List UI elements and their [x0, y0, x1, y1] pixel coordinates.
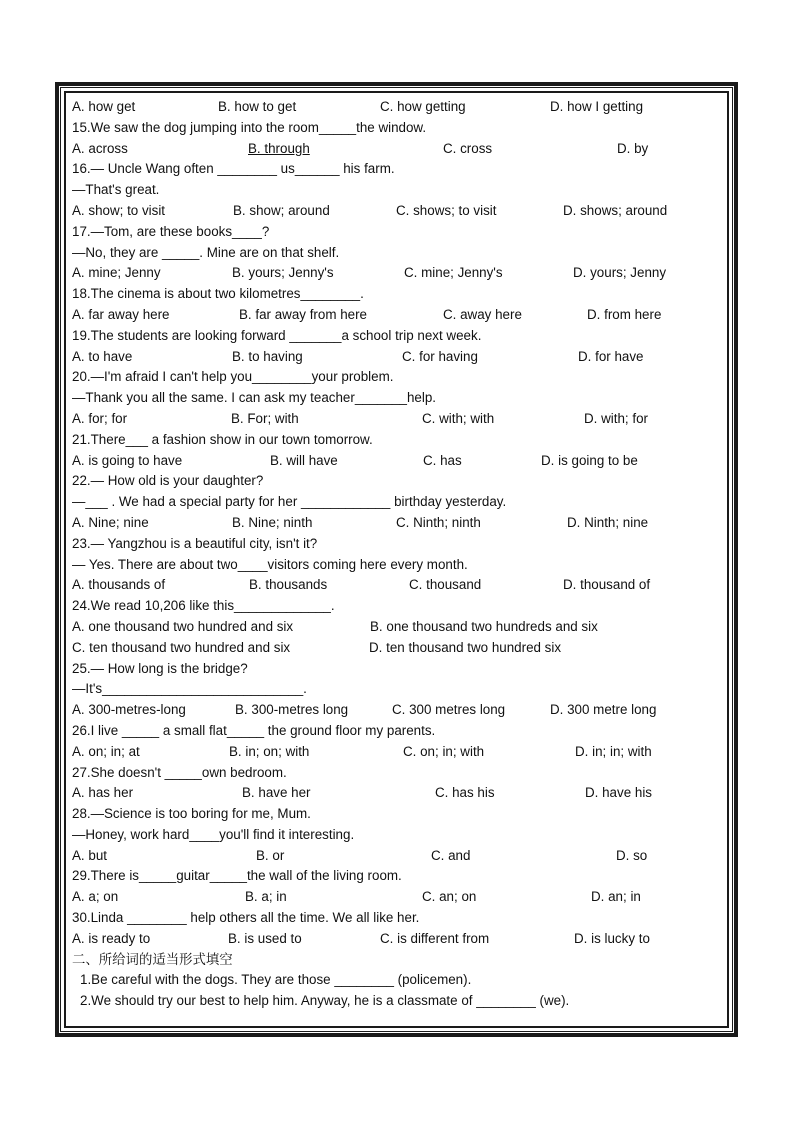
answer-options-row [72, 451, 684, 472]
question-text: 28.—Science is too boring for me, Mum. [72, 806, 311, 822]
answer-options-row [72, 513, 684, 534]
answer-option[interactable]: B. yours; Jenny's [232, 265, 334, 281]
question-text: 29.There is_____guitar_____the wall of the living room. [72, 868, 402, 884]
answer-option[interactable]: B. to having [232, 348, 303, 364]
answer-options-row [72, 638, 684, 659]
answer-option[interactable]: C. mine; Jenny's [404, 265, 503, 281]
answer-option[interactable]: D. with; for [584, 410, 648, 426]
answer-options-row [72, 700, 684, 721]
answer-option[interactable]: D. have his [585, 785, 652, 801]
answer-option[interactable]: D. is going to be [541, 452, 638, 468]
answer-option[interactable]: C. on; in; with [403, 743, 485, 759]
answer-option[interactable]: C. is different from [380, 930, 490, 946]
answer-option[interactable]: A. on; in; at [72, 743, 140, 759]
answer-option[interactable]: D. by [617, 140, 649, 156]
answer-option[interactable]: C. thousand [409, 577, 482, 593]
answer-option[interactable]: C. shows; to visit [396, 202, 497, 218]
answer-option[interactable]: B. through [248, 140, 310, 156]
answer-option[interactable]: C. 300 metres long [392, 702, 506, 718]
answer-option[interactable]: B. show; around [233, 202, 330, 218]
answer-option[interactable]: A. how get [72, 99, 136, 114]
answer-option[interactable]: A. 300-metres-long [72, 702, 186, 718]
question-text: —That's great. [72, 182, 160, 198]
answer-option[interactable]: A. mine; Jenny [72, 265, 161, 281]
answer-options-row [72, 263, 684, 284]
answer-option[interactable]: A. across [72, 140, 128, 156]
question-text: 22.— How old is your daughter? [72, 473, 264, 489]
answer-options-row [72, 887, 684, 908]
answer-option[interactable]: B. will have [270, 452, 338, 468]
answer-option[interactable]: D. yours; Jenny [573, 265, 667, 281]
question-text: 20.—I'm afraid I can't help you________your problem. [72, 369, 394, 385]
question-text: 17.—Tom, are these books____? [72, 223, 270, 239]
answer-option[interactable]: A. but [72, 847, 107, 863]
answer-option[interactable]: C. for having [402, 348, 478, 364]
answer-option[interactable]: C. cross [443, 140, 493, 156]
answer-option[interactable]: A. is going to have [72, 452, 183, 468]
answer-option[interactable]: A. has her [72, 785, 134, 801]
question-text: —It's___________________________. [72, 681, 307, 697]
answer-option[interactable]: B. For; with [231, 410, 299, 426]
question-text: 19.The students are looking forward _______a school trip next week. [72, 327, 482, 343]
answer-option[interactable]: D. in; in; with [575, 743, 652, 759]
answer-option[interactable]: B. a; in [245, 889, 287, 905]
answer-option[interactable]: B. far away from here [239, 306, 368, 322]
answer-options-row [72, 201, 684, 222]
answer-option[interactable]: B. is used to [228, 930, 302, 946]
answer-option[interactable]: D. Ninth; nine [567, 514, 649, 530]
question-text: —No, they are _____. Mine are on that shelf. [72, 244, 340, 260]
answer-options-row [72, 575, 684, 596]
answer-option[interactable]: A. far away here [72, 306, 170, 322]
answer-option[interactable]: A. thousands of [72, 577, 166, 593]
question-text: 21.There___ a fashion show in our town tomorrow. [72, 431, 373, 447]
answer-options-row [72, 347, 684, 368]
answer-option[interactable]: C. Ninth; ninth [396, 514, 481, 530]
answer-option[interactable]: C. an; on [422, 889, 477, 905]
answer-option[interactable]: D. ten thousand two hundred six [369, 639, 562, 655]
answer-option[interactable]: A. for; for [72, 410, 128, 426]
answer-option[interactable]: D. an; in [591, 889, 641, 905]
answer-options-row [72, 409, 684, 430]
answer-option[interactable]: A. a; on [72, 889, 119, 905]
question-text: 30.Linda ________ help others all the time. We all like her. [72, 910, 420, 926]
question-text: — Yes. There are about two____visitors coming here every month. [72, 556, 468, 572]
answer-option[interactable]: C. and [431, 847, 471, 863]
question-text: 25.— How long is the bridge? [72, 660, 248, 676]
question-text: —Thank you all the same. I can ask my teacher_______help. [72, 390, 436, 406]
answer-option[interactable]: A. is ready to [72, 930, 151, 946]
section-heading: 二、所给词的适当形式填空 [72, 951, 233, 967]
question-text: 23.— Yangzhou is a beautiful city, isn't it? [72, 535, 318, 551]
answer-option[interactable]: A. Nine; nine [72, 514, 149, 530]
answer-option[interactable]: D. is lucky to [574, 930, 650, 946]
question-text: 15.We saw the dog jumping into the room_____the window. [72, 119, 427, 135]
answer-options-row [72, 929, 684, 950]
question-text: —Honey, work hard____you'll find it interesting. [72, 826, 355, 842]
answer-option[interactable]: C. ten thousand two hundred and six [72, 639, 291, 655]
answer-option[interactable]: A. show; to visit [72, 202, 166, 218]
answer-options-row [72, 783, 684, 804]
answer-options-row [72, 97, 684, 118]
question-text: 16.— Uncle Wang often ________ us______ his farm. [72, 161, 395, 177]
answer-option[interactable]: D. so [616, 847, 648, 863]
answer-options-row [72, 139, 684, 160]
answer-option[interactable]: D. shows; around [563, 202, 668, 218]
answer-option[interactable]: A. one thousand two hundred and six [72, 618, 294, 634]
answer-option[interactable]: B. or [256, 847, 285, 863]
answer-option[interactable]: C. away here [443, 306, 522, 322]
worksheet-content [72, 97, 684, 1012]
question-text: 24.We read 10,206 like this_____________. [72, 598, 335, 614]
answer-option[interactable]: D. for have [578, 348, 644, 364]
answer-option[interactable]: B. one thousand two hundreds and six [370, 618, 598, 634]
answer-option[interactable]: D. 300 metre long [550, 702, 657, 718]
answer-option[interactable]: C. with; with [422, 410, 495, 426]
answer-option[interactable]: D. from here [587, 306, 662, 322]
answer-option[interactable]: B. 300-metres long [235, 702, 349, 718]
answer-option[interactable]: C. how getting [380, 99, 466, 114]
question-text: —___ . We had a special party for her ____________ birthday yesterday. [72, 494, 507, 510]
answer-option[interactable]: B. have her [242, 785, 311, 801]
answer-option[interactable]: B. how to get [218, 99, 297, 114]
fill-in-question: 2.We should try our best to help him. Anyway, he is a classmate of ________ (we). [80, 993, 570, 1009]
answer-option[interactable]: B. in; on; with [229, 743, 310, 759]
answer-option[interactable]: D. thousand of [563, 577, 651, 593]
answer-options-row [72, 742, 684, 763]
answer-options-row [72, 617, 684, 638]
question-text: 18.The cinema is about two kilometres________. [72, 286, 364, 302]
answer-option[interactable]: C. has [423, 452, 462, 468]
answer-options-row [72, 846, 684, 867]
question-text: 26.I live _____ a small flat_____ the ground floor my parents. [72, 722, 436, 738]
answer-option[interactable]: C. has his [435, 785, 495, 801]
answer-option[interactable]: D. how I getting [550, 99, 644, 114]
answer-option[interactable]: A. to have [72, 348, 133, 364]
answer-option[interactable]: B. thousands [249, 577, 328, 593]
fill-in-question: 1.Be careful with the dogs. They are those ________ (policemen). [80, 972, 472, 988]
answer-option[interactable]: B. Nine; ninth [232, 514, 313, 530]
question-text: 27.She doesn't _____own bedroom. [72, 764, 287, 780]
answer-options-row [72, 305, 684, 326]
